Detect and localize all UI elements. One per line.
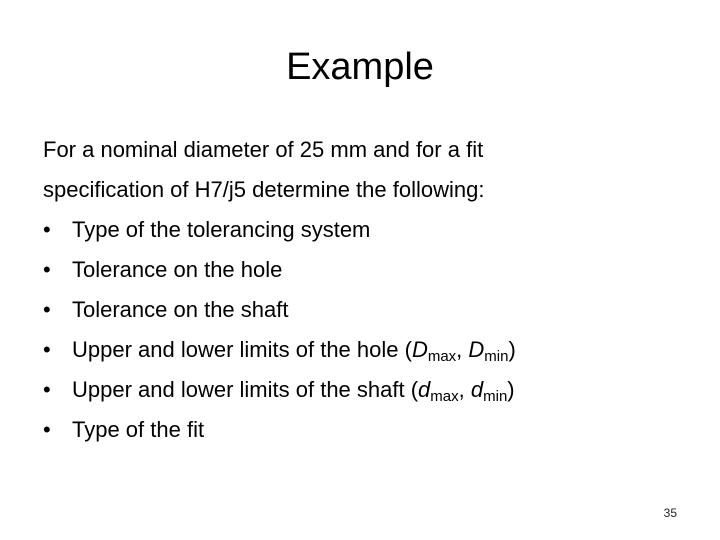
- shaft-min-subscript: min: [483, 388, 508, 405]
- hole-dmin-variable: D: [468, 337, 485, 362]
- bullet-icon: •: [43, 417, 51, 442]
- slide-title: Example: [286, 46, 434, 88]
- bullet-text-suffix: ): [508, 337, 516, 362]
- bullet-item-hole-tolerance: [43, 250, 683, 290]
- bullet-text-separator: ,: [456, 337, 469, 362]
- bullet-item-shaft-limits: [43, 370, 683, 410]
- bullet-text-suffix: ): [507, 377, 515, 402]
- bullet-text-separator: ,: [458, 377, 471, 402]
- bullet-item-shaft-tolerance: [43, 290, 683, 330]
- bullet-item-hole-limits: [43, 330, 683, 370]
- bullet-text: Type of the fit: [72, 417, 205, 442]
- bullet-list: [43, 210, 683, 450]
- bullet-text-prefix: Upper and lower limits of the shaft (: [72, 377, 419, 402]
- intro-line-1: For a nominal diameter of 25 mm and for a fit: [43, 137, 484, 162]
- bullet-item-fit-type: [43, 410, 683, 450]
- shaft-dmax-variable: d: [418, 377, 431, 402]
- bullet-text: Tolerance on the hole: [72, 257, 283, 282]
- bullet-text: Tolerance on the shaft: [72, 297, 289, 322]
- hole-max-subscript: max: [427, 348, 457, 365]
- bullet-text: Type of the tolerancing system: [72, 217, 371, 242]
- hole-dmax-variable: D: [411, 337, 428, 362]
- bullet-item-tolerancing-system: [43, 210, 683, 250]
- page-number: 35: [663, 506, 677, 520]
- bullet-icon: •: [43, 217, 51, 242]
- hole-min-subscript: min: [484, 348, 509, 365]
- bullet-icon: •: [43, 257, 51, 282]
- slide-body: [43, 130, 683, 450]
- intro-line-2: specification of H7/j5 determine the following:: [43, 177, 485, 202]
- bullet-icon: •: [43, 377, 51, 402]
- shaft-dmin-variable: d: [470, 377, 484, 402]
- bullet-text-prefix: Upper and lower limits of the hole (: [72, 337, 412, 362]
- shaft-max-subscript: max: [430, 388, 459, 405]
- bullet-icon: •: [43, 337, 51, 362]
- bullet-icon: •: [43, 297, 51, 322]
